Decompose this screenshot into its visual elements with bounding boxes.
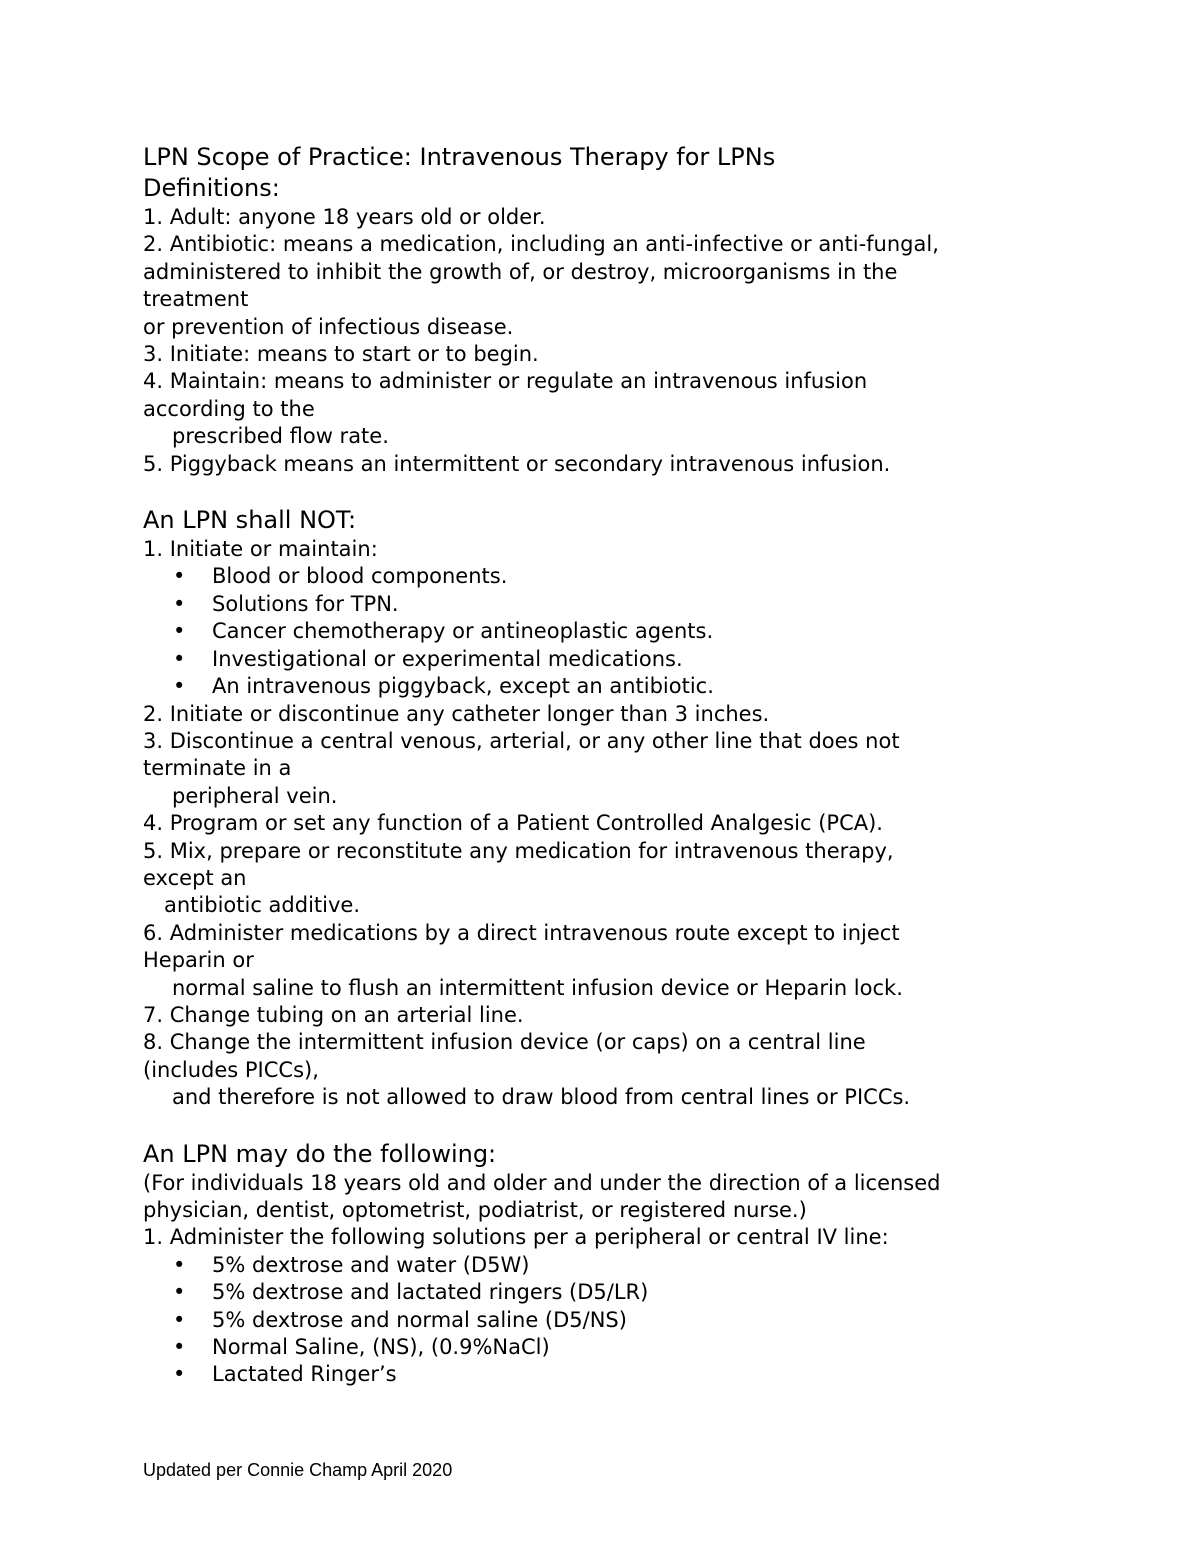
definition-line: 5. Piggyback means an intermittent or secondary intravenous infusion. xyxy=(143,451,891,476)
may-do-note: physician, dentist, optometrist, podiatrist, or registered nurse.) xyxy=(143,1198,807,1222)
shall-not-line: 6. Administer medications by a direct intravenous route except to inject xyxy=(143,920,900,945)
definition-line: administered to inhibit the growth of, or destroy, microorganisms in the xyxy=(143,259,898,284)
bullet-item: • An intravenous piggyback, except an antibiotic. xyxy=(143,673,1063,700)
definitions-heading: Definitions: xyxy=(143,174,280,202)
bullet-item: • Blood or blood components. xyxy=(143,563,1063,590)
definition-line: 3. Initiate: means to start or to begin. xyxy=(143,342,539,367)
bullet-item: • Cancer chemotherapy or antineoplastic agents. xyxy=(143,618,1063,645)
shall-not-line: except an xyxy=(143,865,247,890)
may-do-item: 1. Administer the following solutions per a peripheral or central IV line: xyxy=(143,1225,889,1250)
shall-not-line: terminate in a xyxy=(143,756,292,781)
bullet-item: • 5% dextrose and lactated ringers (D5/LR) xyxy=(143,1279,1063,1306)
shall-not-item: 1. Initiate or maintain: xyxy=(143,537,378,562)
shall-not-line: and therefore is not allowed to draw blood from central lines or PICCs. xyxy=(172,1085,911,1110)
shall-not-line: 5. Mix, prepare or reconstitute any medication for intravenous therapy, xyxy=(143,838,894,863)
section-spacer xyxy=(143,478,1063,505)
definition-line: according to the xyxy=(143,396,315,421)
shall-not-line: 4. Program or set any function of a Patient Controlled Analgesic (PCA). xyxy=(143,811,883,836)
shall-not-line: 7. Change tubing on an arterial line. xyxy=(143,1002,524,1027)
shall-not-line: 8. Change the intermittent infusion device (or caps) on a central line xyxy=(143,1030,866,1055)
shall-not-line: 2. Initiate or discontinue any catheter longer than 3 inches. xyxy=(143,701,770,726)
bullet-item: • Normal Saline, (NS), (0.9%NaCl) xyxy=(143,1334,1063,1361)
definition-line: treatment xyxy=(143,287,249,312)
shall-not-line: peripheral vein. xyxy=(172,783,338,808)
bullet-item: • Lactated Ringer’s xyxy=(143,1361,1063,1388)
definition-line: prescribed flow rate. xyxy=(172,424,389,449)
definition-line: 2. Antibiotic: means a medication, including an anti-infective or anti-fungal, xyxy=(143,232,939,257)
shall-not-section xyxy=(143,505,1063,1112)
shall-not-line: normal saline to flush an intermittent infusion device or Heparin lock. xyxy=(172,975,903,1000)
definition-line: or prevention of infectious disease. xyxy=(143,314,514,339)
document-title: LPN Scope of Practice: Intravenous Therapy for LPNs xyxy=(143,143,776,171)
may-do-section xyxy=(143,1139,1063,1389)
shall-not-heading: An LPN shall NOT: xyxy=(143,506,357,535)
bullet-item: • 5% dextrose and normal saline (D5/NS) xyxy=(143,1307,1063,1334)
may-do-note: (For individuals 18 years old and older and under the direction of a licensed xyxy=(143,1170,941,1195)
document-body xyxy=(143,141,1063,1389)
may-do-heading: An LPN may do the following: xyxy=(143,1139,497,1168)
section-spacer xyxy=(143,1112,1063,1139)
bullet-item: • 5% dextrose and water (D5W) xyxy=(143,1252,1063,1279)
shall-not-line: (includes PICCs), xyxy=(143,1057,319,1082)
shall-not-line: 3. Discontinue a central venous, arterial, or any other line that does not xyxy=(143,728,900,753)
bullet-item: • Investigational or experimental medications. xyxy=(143,646,1063,673)
page-footer: Updated per Connie Champ April 2020 xyxy=(143,1460,453,1480)
shall-not-line: Heparin or xyxy=(143,948,254,973)
definitions-section xyxy=(143,173,1063,478)
definition-line: 1. Adult: anyone 18 years old or older. xyxy=(143,205,546,229)
bullet-item: • Solutions for TPN. xyxy=(143,591,1063,618)
definition-line: 4. Maintain: means to administer or regulate an intravenous infusion xyxy=(143,369,868,394)
shall-not-line: antibiotic additive. xyxy=(164,893,361,918)
